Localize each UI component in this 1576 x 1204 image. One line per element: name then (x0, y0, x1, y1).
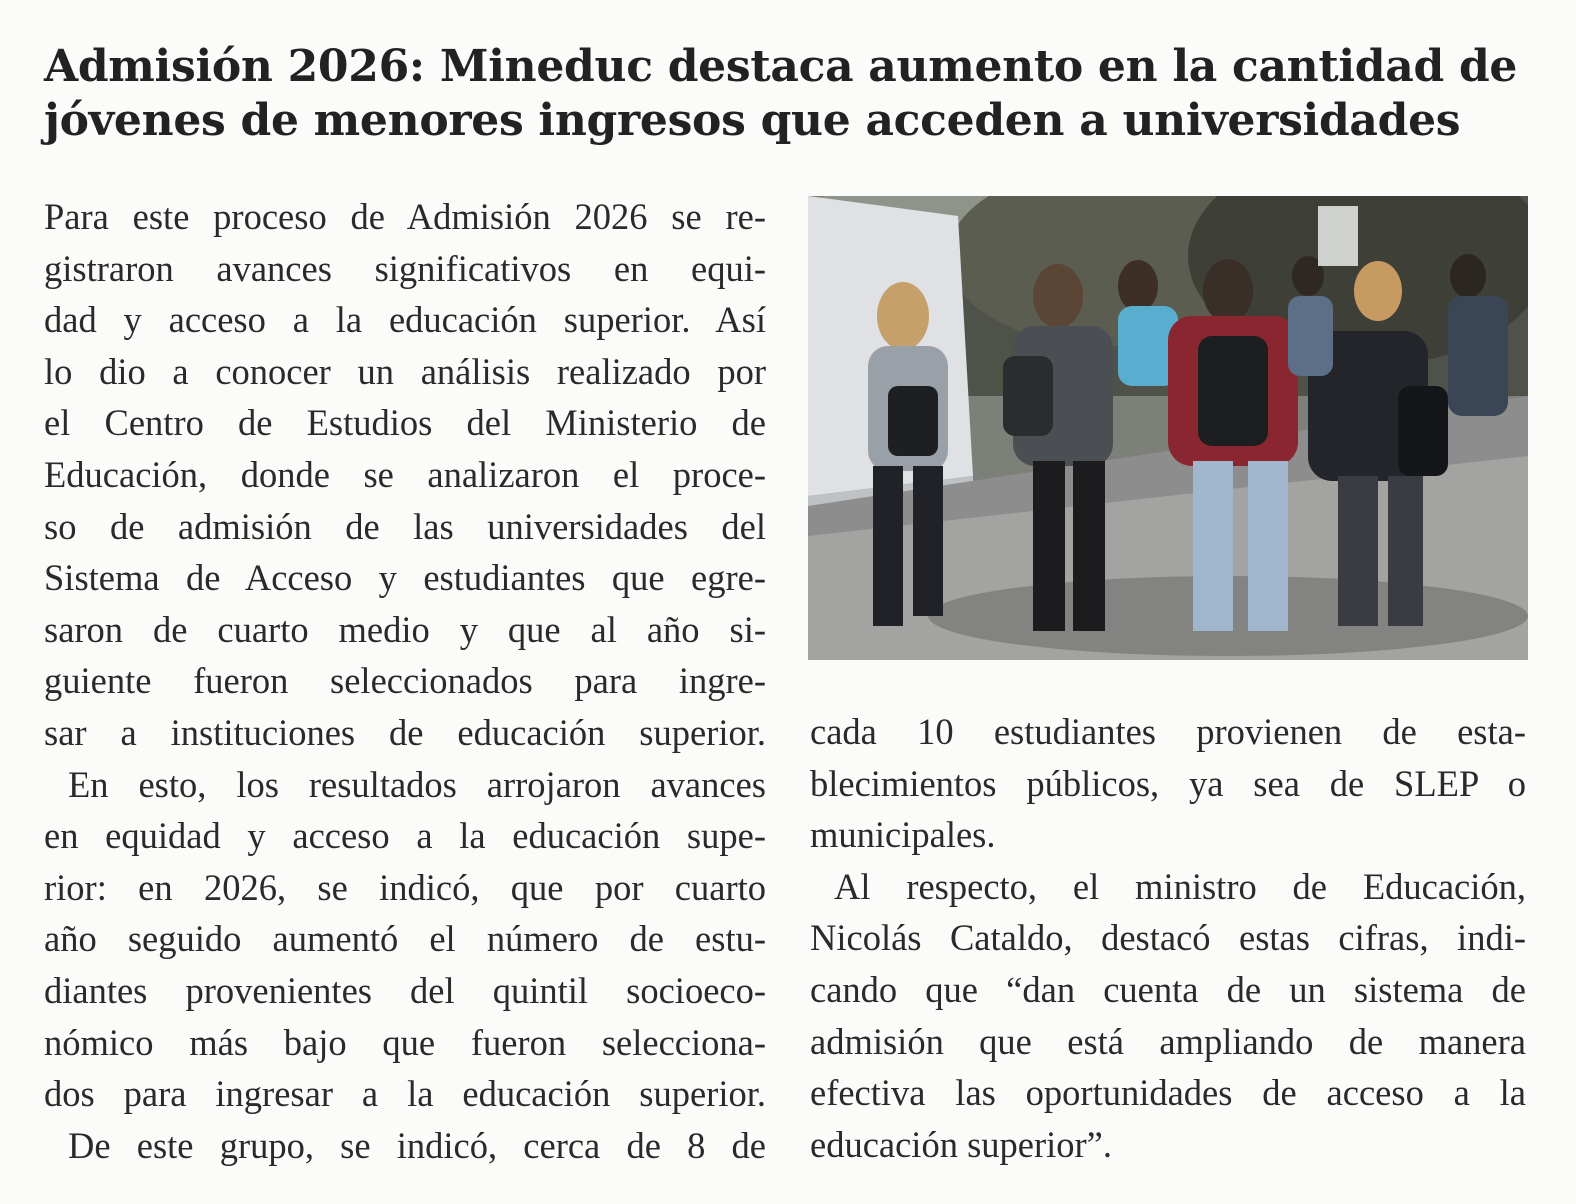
text-line: Sistema de Acceso y estudiantes que egre- (44, 557, 766, 599)
text-line: lo dio a conocer un análisis realizado por (44, 350, 766, 392)
text-line: en equidad y acceso a la educación supe- (44, 815, 766, 857)
text-line: sar a instituciones de educación superior. (44, 711, 766, 753)
paragraph-4 (810, 861, 1526, 1171)
headline-line-2: jóvenes de menores ingresos que acceden a universidades (44, 95, 1461, 146)
paragraph-1 (44, 191, 766, 759)
text-line: cando que “dan cuenta de un sistema de (810, 968, 1526, 1010)
text-line: educación superior”. (810, 1123, 1112, 1165)
text-line: admisión que está ampliando de manera (810, 1020, 1526, 1062)
text-line: dos para ingresar a la educación superior. (44, 1073, 766, 1115)
text-line: cada 10 estudiantes provienen de esta- (810, 711, 1526, 752)
article-photo (808, 196, 1528, 660)
text-line: municipales. (810, 814, 996, 856)
text-line: De este grupo, se indicó, cerca de 8 de (68, 1124, 766, 1166)
text-line: gistraron avances significativos en equi- (44, 247, 766, 289)
text-line: efectiva las oportunidades de acceso a la (810, 1072, 1526, 1114)
headline (44, 40, 1544, 148)
text-line: guiente fueron seleccionados para ingre- (44, 660, 766, 702)
text-line: Educación, donde se analizaron el proce- (44, 453, 766, 495)
paragraph-3 (44, 1120, 766, 1172)
paragraph-2 (44, 759, 766, 1120)
right-column (810, 706, 1526, 1170)
text-line: Para este proceso de Admisión 2026 se re- (44, 196, 766, 237)
text-line: dad y acceso a la educación superior. Así (44, 299, 766, 341)
headline-line-1: Admisión 2026: Mineduc destaca aumento en la cantidad de (44, 41, 1518, 92)
text-line: rior: en 2026, se indicó, que por cuarto (44, 866, 766, 908)
text-line: saron de cuarto medio y que al año si- (44, 608, 766, 650)
text-line: Nicolás Cataldo, destacó estas cifras, indi- (810, 917, 1526, 959)
text-line: diantes provenientes del quintil socioeco- (44, 969, 766, 1011)
text-line: Al respecto, el ministro de Educación, (834, 865, 1526, 907)
text-line: año seguido aumentó el número de estu- (44, 918, 766, 960)
text-line: nómico más bajo que fueron selecciona- (44, 1021, 766, 1063)
left-column (44, 191, 766, 1171)
text-line: En esto, los resultados arrojaron avances (68, 763, 766, 805)
text-line: so de admisión de las universidades del (44, 505, 766, 547)
text-line: blecimientos públicos, ya sea de SLEP o (810, 762, 1526, 804)
paragraph-3-continued (810, 706, 1526, 861)
text-line: el Centro de Estudios del Ministerio de (44, 402, 766, 444)
